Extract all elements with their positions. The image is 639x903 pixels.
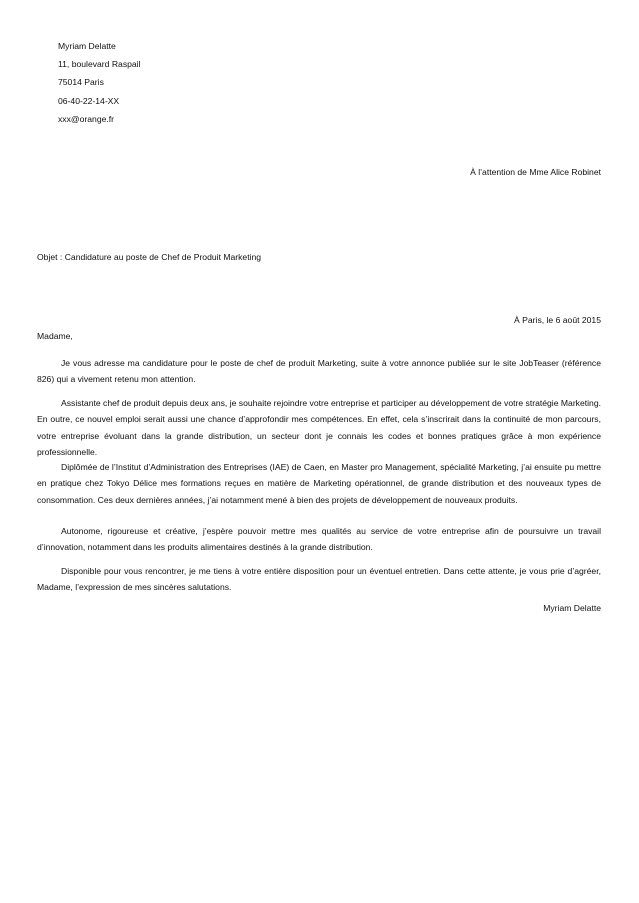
paragraph-text: Diplômée de l’Institut d’Administration des Entreprises (IAE) de Caen, en Master pro Management, spécialité Marketing, j’ai ensuite pu mettre en pratique chez Tokyo Délice mes formations reçues en matière de Marketing opérationnel, de grande distribution et des nouveaux types de consommation. Ces deux dernières années, j’ai notamment mené à bien des projets de développement de nouveaux produits. [37, 462, 601, 505]
sender-name: Myriam Delatte [58, 41, 116, 51]
body-paragraph-2 [37, 395, 601, 461]
sender-email: xxx@orange.fr [58, 113, 115, 124]
sender-city: 75014 Paris [58, 77, 104, 88]
sender-street: 11, boulevard Raspail [58, 59, 141, 70]
date-line: À Paris, le 6 août 2015 [514, 315, 601, 325]
salutation: Madame, [37, 331, 73, 341]
body-paragraph-4 [37, 523, 601, 556]
body-paragraph-5 [37, 563, 601, 596]
recipient-line: À l’attention de Mme Alice Robinet [470, 167, 601, 177]
subject-line: Objet : Candidature au poste de Chef de Produit Marketing [37, 252, 262, 262]
sender-phone: 06-40-22-14-XX [58, 95, 120, 106]
sender-block [58, 37, 141, 128]
paragraph-text: Je vous adresse ma candidature pour le poste de chef de produit Marketing, suite à votre annonce publiée sur le site JobTeaser (référence 826) qui a vivement retenu mon attention. [37, 358, 601, 385]
paragraph-text: Assistante chef de produit depuis deux ans, je souhaite rejoindre votre entreprise et participer au développement de votre stratégie Marketing. En outre, ce nouvel emploi serait aussi une chance d’approfondir mes compétences. En effet, cela s’inscrirait dans la continuité de mon parcours, votre entreprise évoluant dans la grande distribution, un secteur dont je connais les codes et bonnes pratiques grâce à mon expérience professionnelle. [37, 398, 601, 458]
paragraph-text: Autonome, rigoureuse et créative, j’espère pouvoir mettre mes qualités au service de votre entreprise afin de poursuivre un travail d’innovation, notamment dans les produits alimentaires destinés à la grande distribution. [37, 526, 601, 553]
body-paragraph-1 [37, 355, 601, 388]
body-paragraph-3 [37, 459, 601, 508]
paragraph-text: Disponible pour vous rencontrer, je me tiens à votre entière disposition pour un éventuel entretien. Dans cette attente, je vous prie d’agréer, Madame, l’expression de mes sincères salutations. [37, 566, 601, 593]
signature: Myriam Delatte [543, 603, 601, 613]
